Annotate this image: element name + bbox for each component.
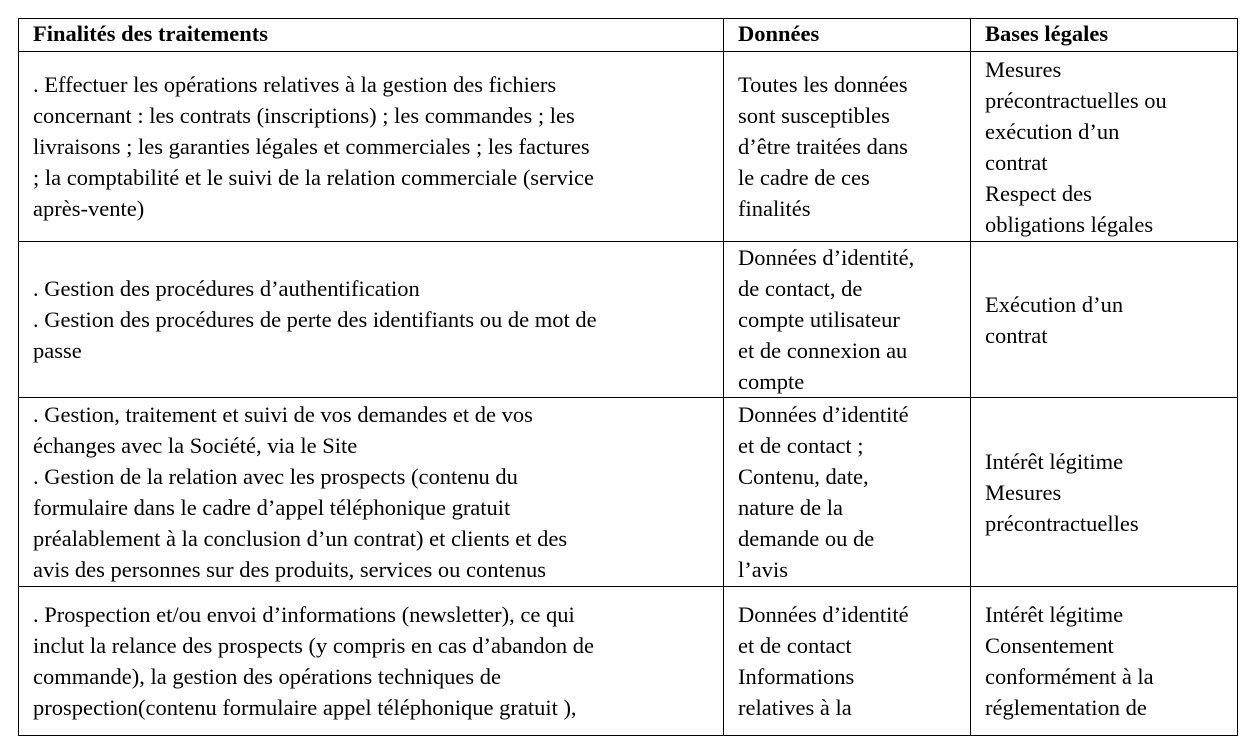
legal-basis-cell <box>971 242 1238 398</box>
cell-line: finalités <box>738 196 811 221</box>
legal-basis-cell <box>971 398 1238 587</box>
cell-line: nature de la <box>738 495 843 520</box>
cell-line: Intérêt légitime <box>985 602 1124 627</box>
cell-line: compte <box>738 369 805 394</box>
cell-line: exécution d’un <box>985 118 1120 144</box>
header-legal-bases: Bases légales <box>971 19 1238 52</box>
cell-line: précontractuelles <box>985 510 1139 536</box>
cell-line: obligations légales <box>985 211 1154 237</box>
table-row <box>19 52 1238 242</box>
cell-line: Exécution d’un <box>985 291 1124 317</box>
cell-line: prospection(contenu formulaire appel téléphonique gratuit ), <box>33 695 577 720</box>
data-cell <box>724 587 971 736</box>
cell-line: Contenu, date, <box>738 464 869 489</box>
cell-line: contrat <box>985 322 1048 348</box>
header-purposes: Finalités des traitements <box>19 19 724 52</box>
cell-line: et de contact <box>738 633 852 658</box>
cell-line: Mesures <box>985 479 1062 505</box>
cell-line: Données d’identité, <box>738 245 915 270</box>
cell-line: . Prospection et/ou envoi d’informations (newsletter), ce qui <box>33 602 575 627</box>
data-cell <box>724 398 971 587</box>
cell-line: ; la comptabilité et le suivi de la relation commerciale (service <box>33 165 595 190</box>
cell-line: livraisons ; les garanties légales et commerciales ; les factures <box>33 134 590 159</box>
cell-line: concernant : les contrats (inscriptions) ; les commandes ; les <box>33 103 575 128</box>
cell-line: relatives à la <box>738 695 852 720</box>
cell-line: contrat <box>985 149 1048 175</box>
data-cell <box>724 52 971 242</box>
cell-line: Informations <box>738 664 855 689</box>
cell-line: Consentement <box>985 633 1114 658</box>
cell-line: demande ou de <box>738 526 875 551</box>
purposes-cell <box>19 587 724 736</box>
cell-line: . Gestion des procédures d’authentification <box>33 276 420 301</box>
cell-line: Toutes les données <box>738 72 908 97</box>
cell-line: avis des personnes sur des produits, services ou contenus <box>33 557 547 582</box>
cell-line: sont susceptibles <box>738 103 890 128</box>
cell-line: préalablement à la conclusion d’un contrat) et clients et des <box>33 526 568 551</box>
cell-line: échanges avec la Société, via le Site <box>33 433 358 458</box>
header-data: Données <box>724 19 971 52</box>
cell-line: et de contact ; <box>738 433 864 458</box>
cell-line: commande), la gestion des opérations techniques de <box>33 664 501 689</box>
table-row <box>19 398 1238 587</box>
data-cell <box>724 242 971 398</box>
cell-line: inclut la relance des prospects (y compris en cas d’abandon de <box>33 633 595 658</box>
cell-line: . Gestion des procédures de perte des identifiants ou de mot de <box>33 307 597 332</box>
cell-line: et de connexion au <box>738 338 908 363</box>
cell-line: précontractuelles ou <box>985 87 1167 113</box>
cell-line: compte utilisateur <box>738 307 900 332</box>
cell-line: . Gestion de la relation avec les prospects (contenu du <box>33 464 518 489</box>
legal-basis-cell <box>971 52 1238 242</box>
cell-line: l’avis <box>738 557 788 582</box>
cell-line: conformément à la <box>985 664 1154 689</box>
cell-line: Données d’identité <box>738 402 909 427</box>
cell-line: . Gestion, traitement et suivi de vos demandes et de vos <box>33 402 533 427</box>
cell-line: . Effectuer les opérations relatives à la gestion des fichiers <box>33 72 557 97</box>
table-row <box>19 587 1238 736</box>
cell-line: après-vente) <box>33 196 145 221</box>
purposes-cell <box>19 242 724 398</box>
cell-line: de contact, de <box>738 276 863 301</box>
cell-line: formulaire dans le cadre d’appel téléphonique gratuit <box>33 495 511 520</box>
table-header-row <box>19 19 1238 52</box>
table-row <box>19 242 1238 398</box>
cell-line: d’être traitées dans <box>738 134 908 159</box>
purposes-cell <box>19 398 724 587</box>
processing-purposes-table <box>18 18 1238 736</box>
cell-line: passe <box>33 338 82 363</box>
cell-line: Respect des <box>985 180 1092 206</box>
cell-line: le cadre de ces <box>738 165 870 190</box>
cell-line: Mesures <box>985 56 1062 82</box>
cell-line: Données d’identité <box>738 602 909 627</box>
cell-line: Intérêt légitime <box>985 448 1124 474</box>
legal-basis-cell <box>971 587 1238 736</box>
purposes-cell <box>19 52 724 242</box>
cell-line: réglementation de <box>985 695 1147 720</box>
